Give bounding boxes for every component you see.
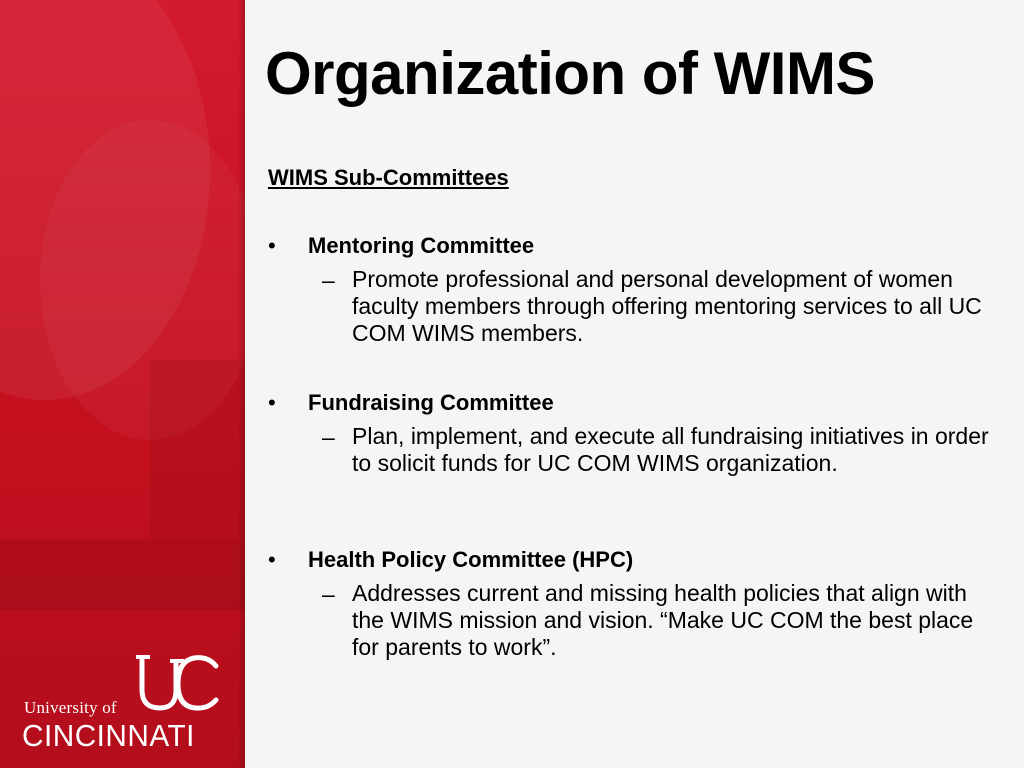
decorative-bar bbox=[150, 360, 245, 540]
committee-description: Promote professional and personal development of women faculty members through offering mentoring services to all UC COM WIMS members. bbox=[352, 266, 982, 346]
committee-title: Mentoring Committee bbox=[308, 233, 535, 258]
decorative-bar bbox=[0, 540, 245, 610]
committee-title: Fundraising Committee bbox=[308, 390, 554, 415]
committee-description: Addresses current and missing health policies that align with the WIMS mission and vision. “Make UC COM the best place for parents to work”. bbox=[352, 580, 974, 660]
dash-icon: – bbox=[322, 424, 335, 450]
dash-icon: – bbox=[322, 581, 335, 607]
uc-monogram-icon bbox=[132, 652, 222, 714]
bullet-icon: • bbox=[268, 390, 276, 415]
panel-edge-shadow bbox=[239, 0, 245, 768]
bullet-icon: • bbox=[268, 547, 276, 572]
dash-icon: – bbox=[322, 267, 335, 293]
committee-description: Plan, implement, and execute all fundraising initiatives in order to solicit funds for UC COM WIMS organization. bbox=[352, 423, 989, 476]
subheading: WIMS Sub-Committees bbox=[268, 165, 509, 190]
university-logo bbox=[22, 652, 232, 752]
slide-title: Organization of WIMS bbox=[265, 40, 875, 107]
committee-title: Health Policy Committee (HPC) bbox=[308, 547, 634, 572]
bullet-icon: • bbox=[268, 233, 276, 258]
side-panel bbox=[0, 0, 245, 768]
logo-cincinnati-text: CINCINNATI bbox=[22, 718, 195, 753]
logo-university-text: University of bbox=[24, 698, 117, 717]
